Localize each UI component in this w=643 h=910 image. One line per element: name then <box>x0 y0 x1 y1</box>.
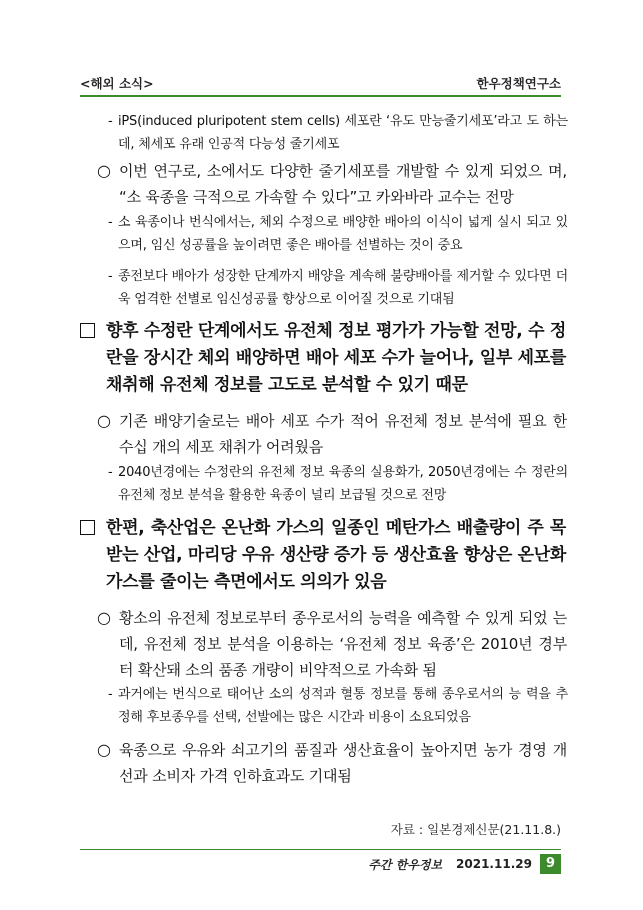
circle-item-text: 황소의 유전체 정보로부터 종우로서의 능력을 예측할 수 있게 되었 는데, 유전체 정보 분석을 이용하는 ‘유전체 정보 육종’은 2010년 경부터 확산돼 소의 품종 개량이 비약적으로 가속화 됨 <box>119 609 567 679</box>
page-footer <box>368 854 561 874</box>
dash-item-text: 2040년경에는 수정란의 유전체 정보 육종의 실용화가, 2050년경에는 수 정란의 유전체 정보 분석을 활용한 육종이 널리 보급될 것으로 전망 <box>118 465 568 503</box>
circle-marker: ○ <box>97 740 111 759</box>
source-citation: 자료 : 일본경제신문(21.11.8.) <box>390 822 561 837</box>
square-item <box>80 318 566 399</box>
dash-marker: - <box>108 215 113 230</box>
dash-item-text: iPS(induced pluripotent stem cells) 세포란 ‘유도 만능줄기세포’라고 도 하는데, 체세포 유래 인공적 다능성 줄기세포 <box>118 114 568 152</box>
circle-item-text: 육종으로 우유와 쇠고기의 품질과 생산효율이 높아지면 농가 경영 개선과 소비자 가격 인하효과도 기대됨 <box>119 741 567 785</box>
footer-rule <box>80 849 561 850</box>
square-marker <box>80 520 95 535</box>
square-item <box>80 515 566 596</box>
circle-marker: ○ <box>97 411 111 430</box>
circle-item <box>97 408 567 460</box>
circle-marker: ○ <box>97 161 111 180</box>
dash-marker: - <box>108 465 113 480</box>
page-number: 9 <box>540 854 561 874</box>
dash-marker: - <box>108 114 113 129</box>
dash-item-text: 과거에는 번식으로 태어난 소의 성적과 혈통 정보를 통해 종우로서의 능 력을 추정해 후보종우를 선택, 선발에는 많은 시간과 비용이 소요되었음 <box>118 687 568 725</box>
circle-item-text: 이번 연구로, 소에서도 다양한 줄기세포를 개발할 수 있게 되었으 며, “소 육종을 극적으로 가속할 수 있다”고 카와바라 교수는 전망 <box>119 162 567 206</box>
circle-marker: ○ <box>97 608 111 627</box>
circle-item <box>97 158 567 210</box>
issue-date: 2021.11.29 <box>456 857 532 871</box>
dash-item <box>108 110 568 156</box>
publication-name: 주간 한우정보 <box>368 857 443 872</box>
circle-item-text: 기존 배양기술로는 배아 세포 수가 적어 유전체 정보 분석에 필요 한 수십 개의 세포 채취가 어려웠음 <box>119 412 567 456</box>
page-header <box>80 74 561 92</box>
square-item-text: 한편, 축산업은 온난화 가스의 일종인 메탄가스 배출량이 주 목 받는 산업, 마리당 우유 생산량 증가 등 생산효율 향상은 온난화가스를 줄이는 측면에서도 의의가 있음 <box>106 518 566 592</box>
org-name: 한우정책연구소 <box>476 76 561 91</box>
header-rule <box>80 95 561 97</box>
square-item-text: 향후 수정란 단계에서도 유전체 정보 평가가 가능할 전망, 수 정란을 장시간 체외 배양하면 배아 세포 수가 늘어나, 일부 세포를 채취해 유전체 정보를 고도로 분석할 수 있기 때문 <box>106 321 566 395</box>
dash-item <box>108 461 568 507</box>
circle-item <box>97 737 567 789</box>
section-label: <해외 소식> <box>80 76 154 91</box>
dash-item-text: 소 육종이나 번식에서는, 체외 수정으로 배양한 배아의 이식이 넓게 실시 되고 있으며, 임신 성공률을 높이려면 좋은 배아를 선별하는 것이 중요 <box>118 215 568 253</box>
dash-item <box>108 683 568 729</box>
dash-marker: - <box>108 269 113 284</box>
dash-item <box>108 265 568 311</box>
dash-item-text: 종전보다 배아가 성장한 단계까지 배양을 계속해 불량배아를 제거할 수 있다면 더욱 엄격한 선별로 임신성공률 향상으로 이어질 것으로 기대됨 <box>118 269 568 307</box>
dash-marker: - <box>108 687 113 702</box>
dash-item <box>108 211 568 257</box>
circle-item <box>97 605 567 683</box>
square-marker <box>80 323 95 338</box>
